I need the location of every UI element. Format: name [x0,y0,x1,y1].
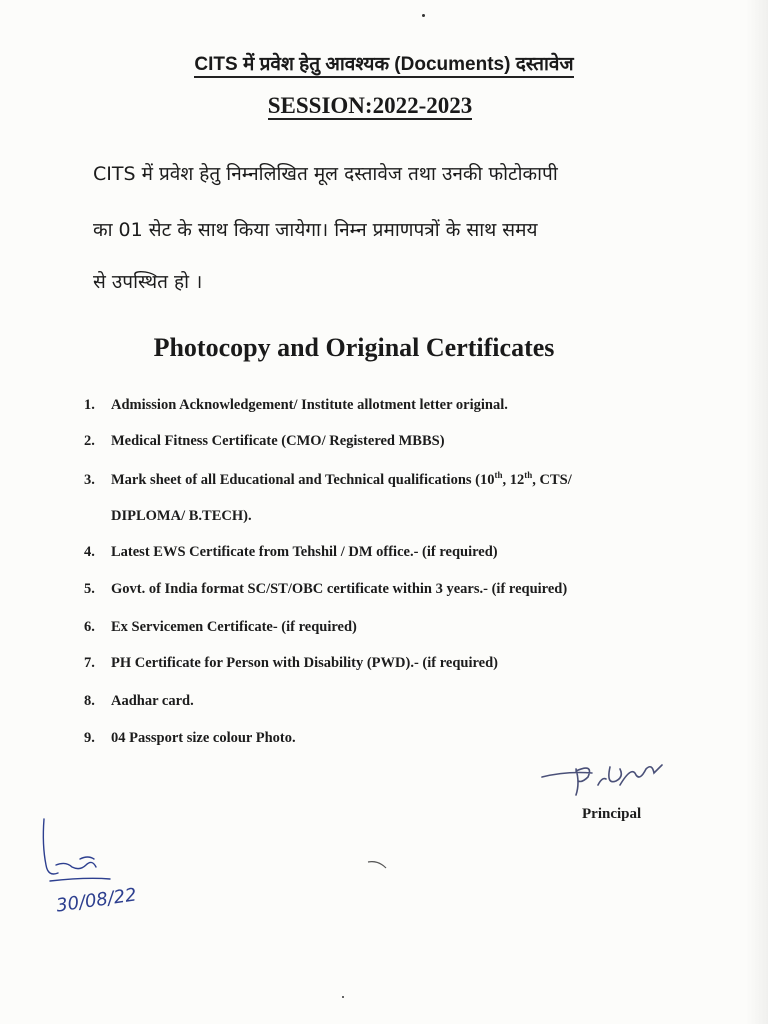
speck [342,996,344,998]
list-item: 7. PH Certificate for Person with Disability (PWD).- (if required) [84,655,498,671]
list-item: 6. Ex Servicemen Certificate- (if required) [84,619,357,635]
section-heading: Photocopy and Original Certificates [153,333,555,362]
handwritten-initial [36,815,146,895]
list-item: 9. 04 Passport size colour Photo. [84,730,296,746]
page-edge-shadow [746,0,768,1024]
speck [422,14,425,17]
handwritten-date: 30/08/22 [54,884,138,917]
list-item: 8. Aadhar card. [84,693,194,709]
list-item: 4. Latest EWS Certificate from Tehshil / DM office.- (if required) [84,544,498,560]
intro-line-1: CITS में प्रवेश हेतु निम्नलिखित मूल दस्तावेज तथा उनकी फोटोकापी [93,163,558,185]
list-item: 5. Govt. of India format SC/ST/OBC certificate within 3 years.- (if required) [84,581,568,597]
document-title: CITS में प्रवेश हेतु आवश्यक (Documents) दस्तावेज [0,50,768,76]
intro-line-3: से उपस्थित हो । [93,271,203,293]
session-title: SESSION:2022-2023 [267,93,473,118]
list-item: 2. Medical Fitness Certificate (CMO/ Registered MBBS) [84,433,445,449]
list-item: 3. Mark sheet of all Educational and Technical qualifications (10th, 12th, CTS/ [84,470,572,488]
list-item-continuation: DIPLOMA/ B.TECH). [111,508,252,524]
intro-line-2: का 01 सेट के साथ किया जायेगा। निम्न प्रमाणपत्रों के साथ समय [93,219,538,241]
principal-signature [536,755,676,805]
pen-mark [366,858,390,872]
signatory-label: Principal [582,806,642,822]
list-item: 1. Admission Acknowledgement/ Institute allotment letter original. [84,397,508,413]
